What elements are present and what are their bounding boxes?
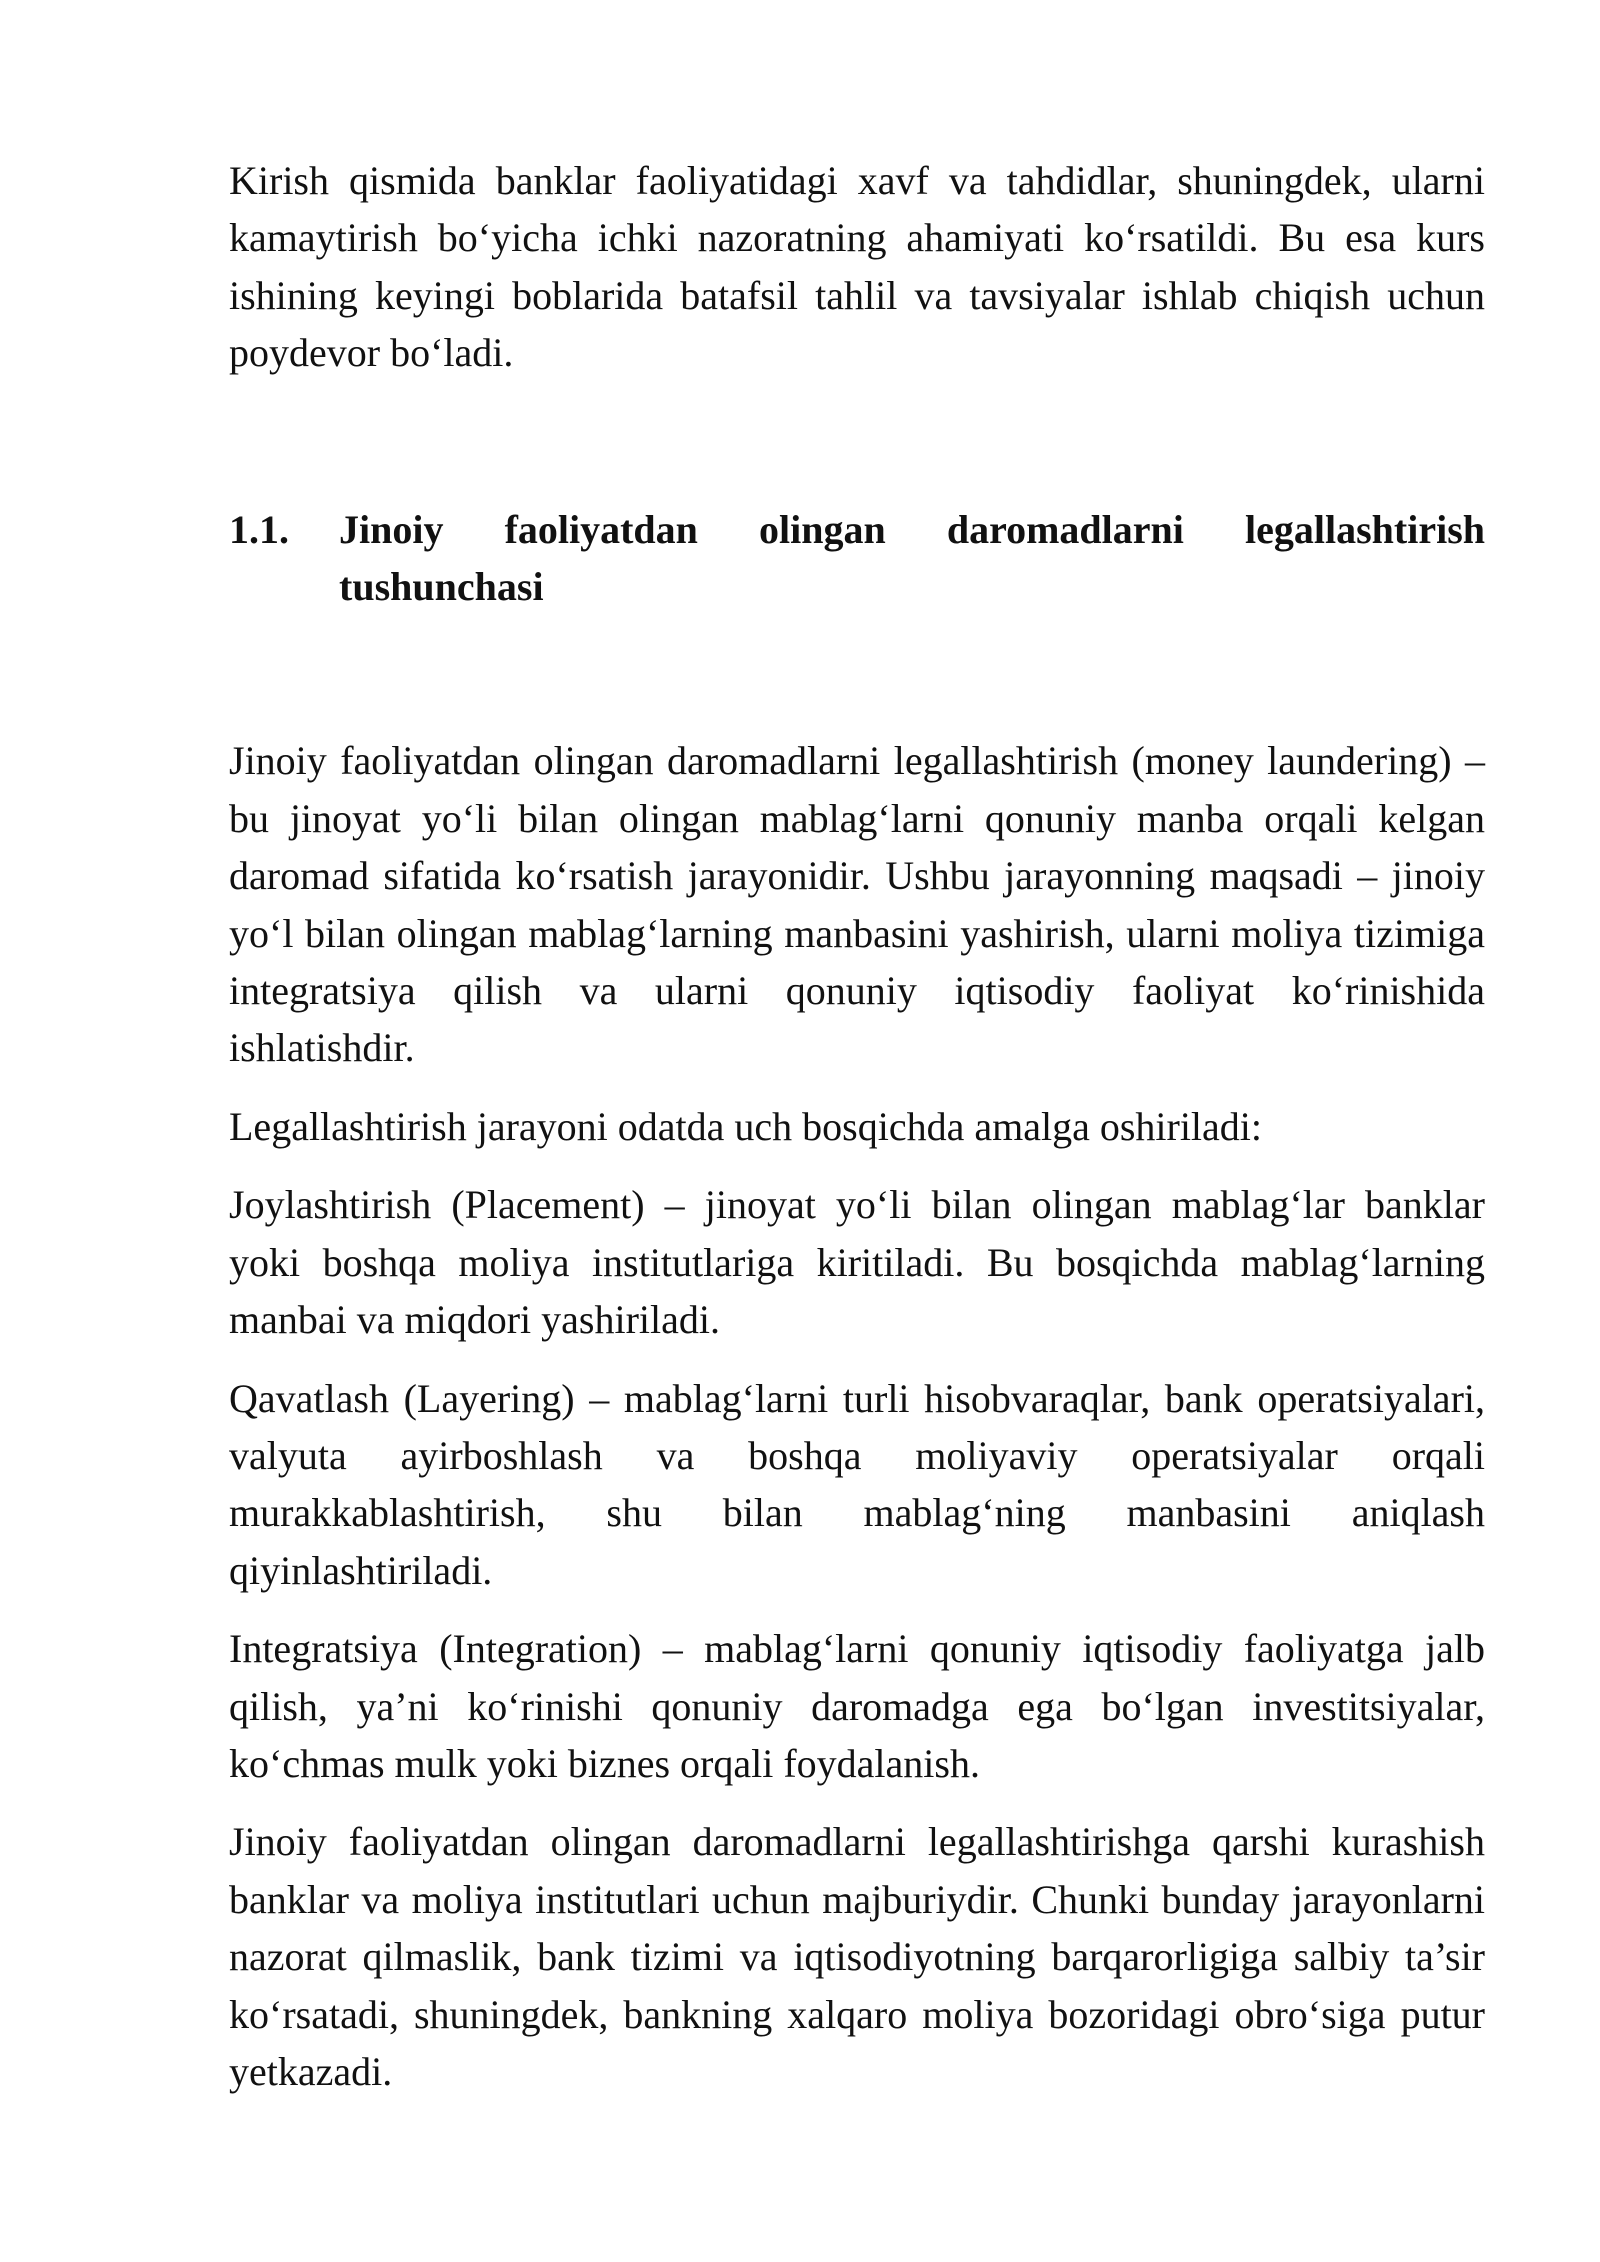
- paragraph-integration: Integratsiya (Integration) – mablag‘larni qonuniy iqtisodiy faoliyatga jalb qilish, ya’ni ko‘rinishi qonuniy daromadga ega bo‘lgan investitsiyalar, ko‘chmas mulk yoki biznes orqali foydalanish.: [229, 1626, 1485, 1786]
- paragraph-stages-intro: Legallashtirish jarayoni odatda uch bosqichda amalga oshiriladi:: [229, 1103, 1263, 1149]
- section-heading: [229, 501, 1485, 616]
- paragraph-placement: Joylashtirish (Placement) – jinoyat yo‘li bilan olingan mablag‘lar banklar yoki boshqa moliya institutlariga kiritiladi. Bu bosqichda mablag‘larning manbai va miqdori yashiriladi.: [229, 1182, 1485, 1343]
- paragraph-definition: Jinoiy faoliyatdan olingan daromadlarni legallashtirish (money laundering) – bu jinoyat yo‘li bilan olingan mablag‘larni qonuniy manba orqali kelgan daromad sifatida ko‘rsatish jarayonidir. Ushbu jarayonning maqsadi – jinoiy yo‘l bilan olingan mablag‘larning manbasini yashirish, ularni moliya tizimiga integratsiya qilish va ularni qonuniy iqtisodiy faoliyat ko‘rinishida ishlatishdir.: [229, 738, 1485, 1071]
- document-page: [229, 152, 1485, 2121]
- section-number: 1.1.: [229, 506, 289, 552]
- intro-paragraph: Kirish qismida banklar faoliyatidagi xavf va tahdidlar, shuningdek, ularni kamaytirish bo‘yicha ichki nazoratning ahamiyati ko‘rsatildi. Bu esa kurs ishining keyingi boblarida batafsil tahlil va tavsiyalar ishlab chiqish uchun poydevor bo‘ladi.: [229, 158, 1485, 376]
- section-title: Jinoiy faoliyatdan olingan daromadlarni legallashtirish tushunchasi: [339, 506, 1485, 610]
- paragraph-layering: Qavatlash (Layering) – mablag‘larni turli hisobvaraqlar, bank operatsiyalari, valyuta ayirboshlash va boshqa moliyaviy operatsiyalar orqali murakkablashtirish, shu bilan mablag‘ning manbasini aniqlash qiyinlashtiriladi.: [229, 1375, 1485, 1593]
- paragraph-conclusion: Jinoiy faoliyatdan olingan daromadlarni legallashtirishga qarshi kurashish banklar va moliya institutlari uchun majburiydir. Chunki bunday jarayonlarni nazorat qilmaslik, bank tizimi va iqtisodiyotning barqarorligiga salbiy ta’sir ko‘rsatadi, shuningdek, bankning xalqaro moliya bozoridagi obro‘siga putur yetkazadi.: [229, 1819, 1485, 2094]
